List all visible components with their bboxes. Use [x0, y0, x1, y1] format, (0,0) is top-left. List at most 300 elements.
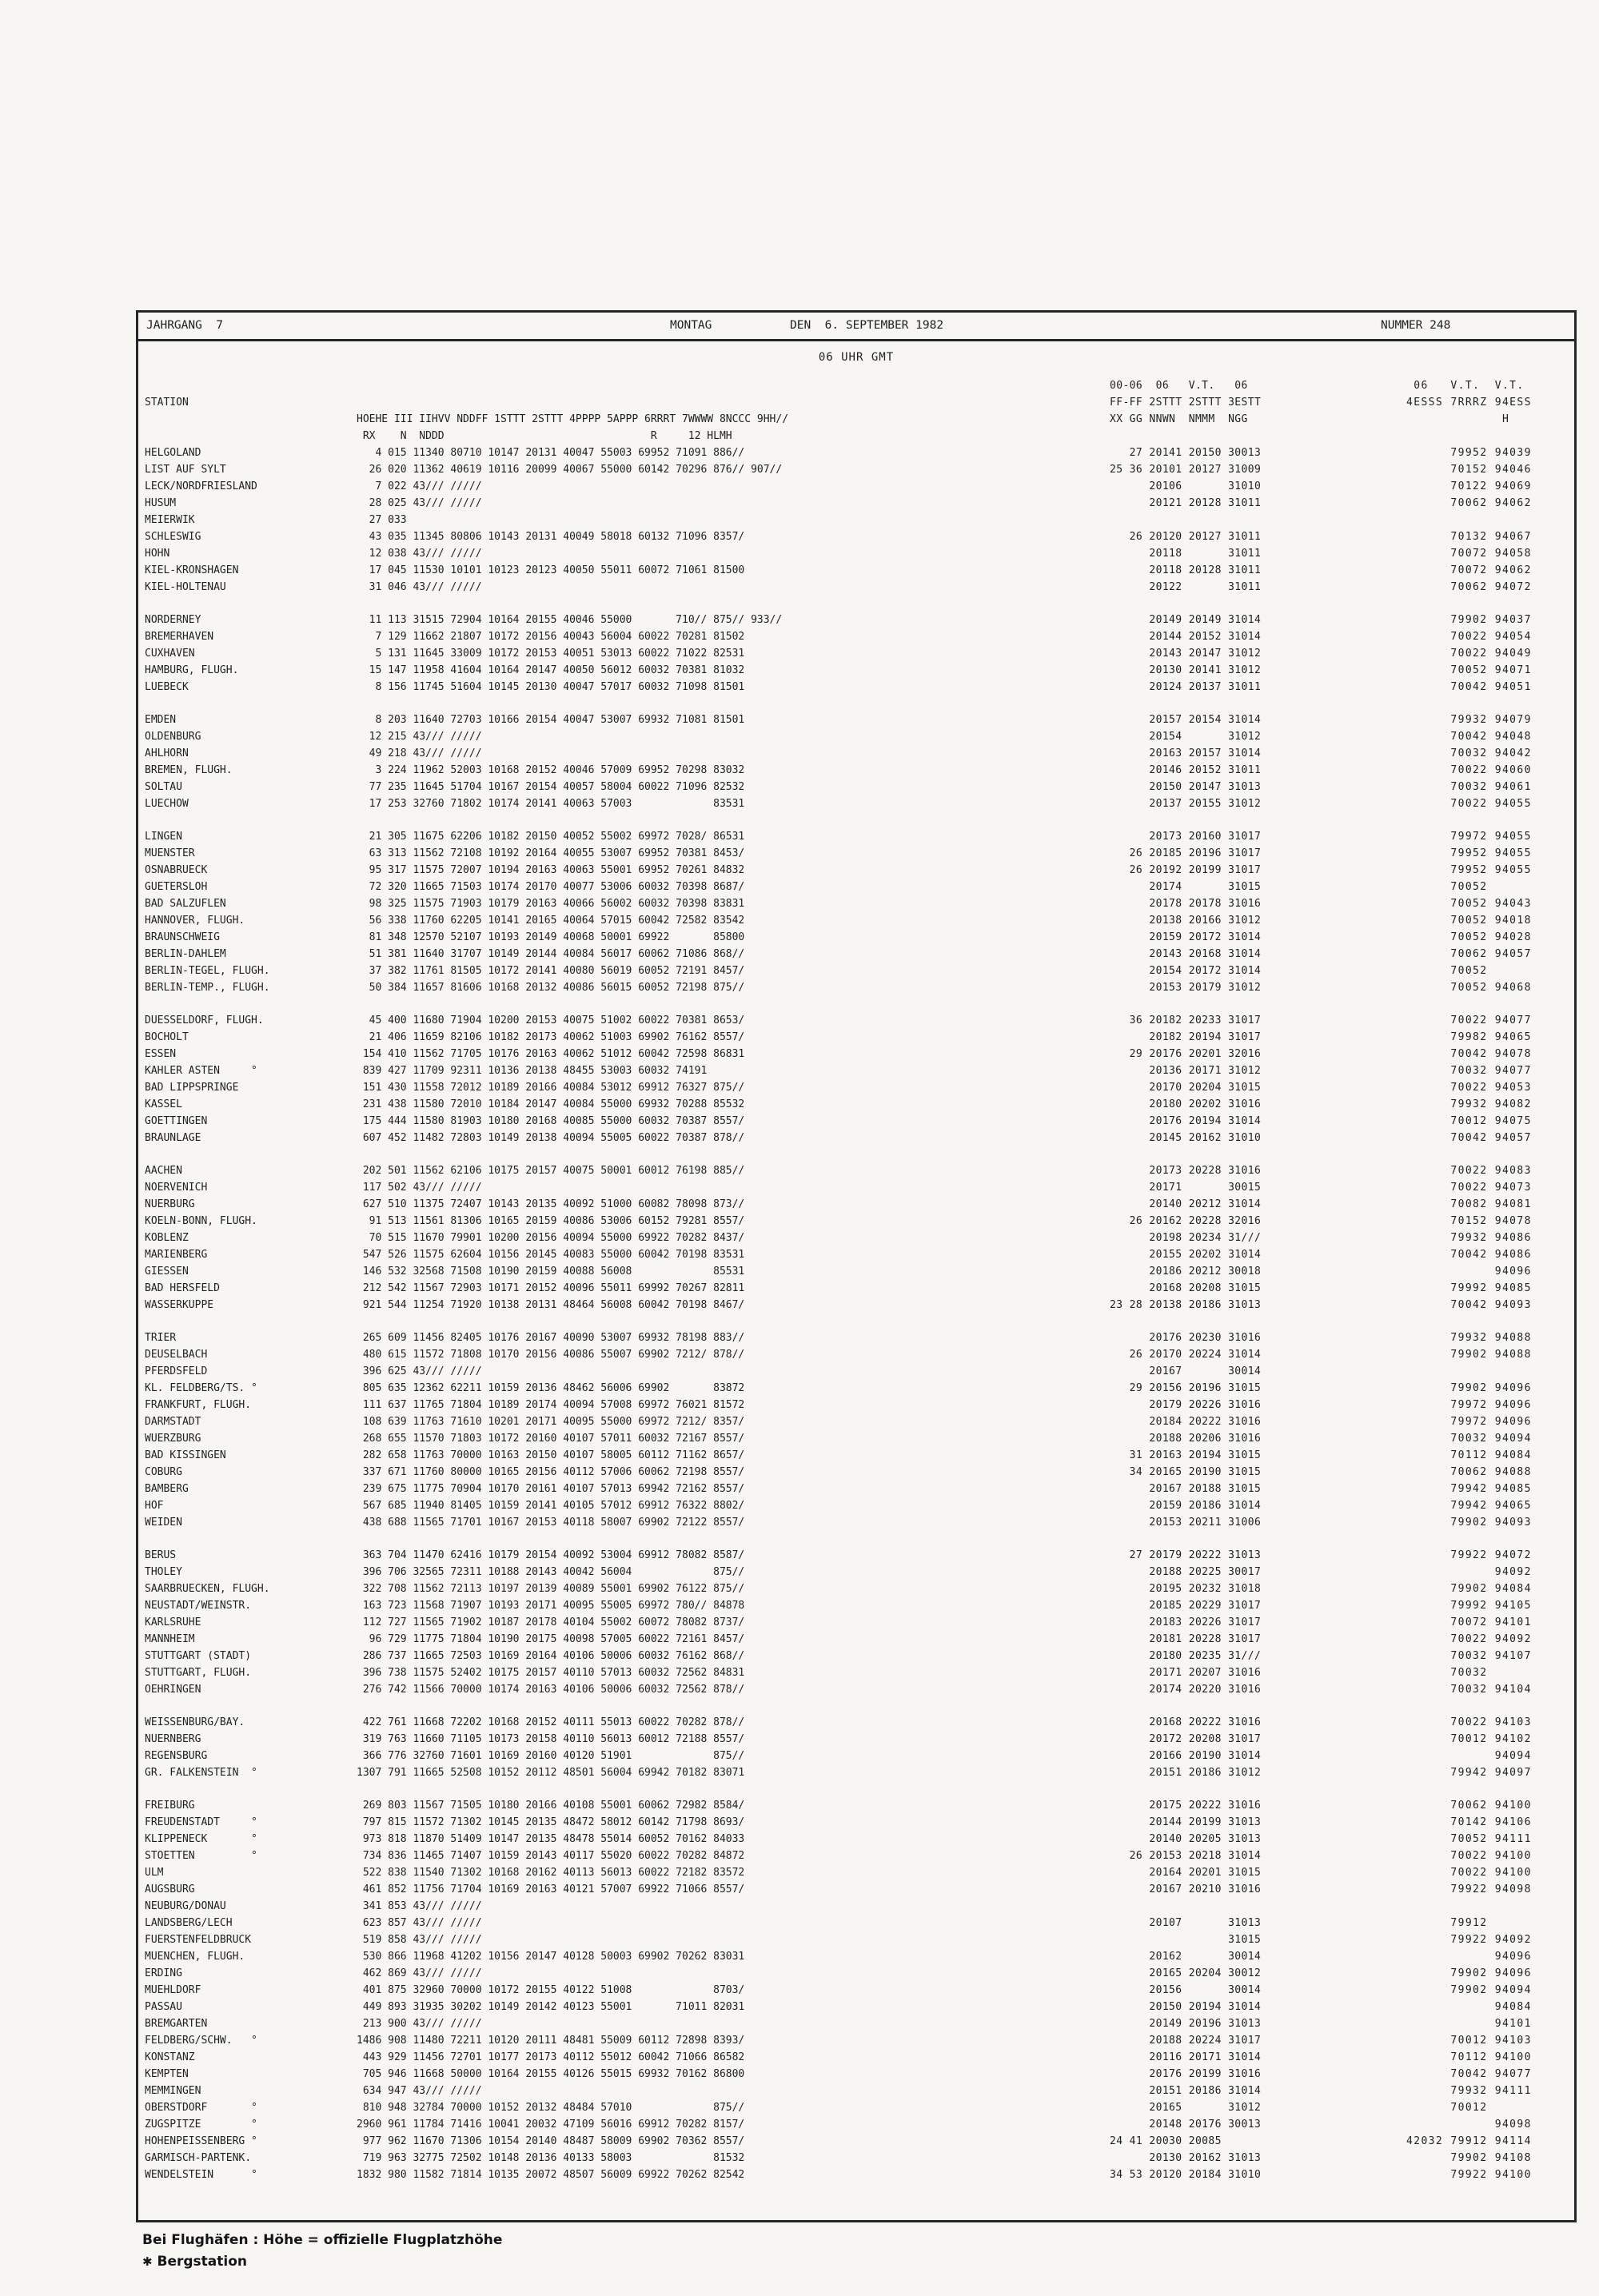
table-row — [145, 579, 1574, 596]
climate-groups-cell: 70022 94077 — [1406, 1014, 1532, 1026]
synop-groups-cell: 1307 791 11665 52508 10152 20112 48501 56004 69942 70182 83071 — [357, 1767, 745, 1779]
climate-groups-cell: 79932 94088 — [1406, 1332, 1532, 1344]
table-row — [145, 1464, 1574, 1481]
synop-groups-cell: 63 313 11562 72108 10192 20164 40055 53007 69952 70381 8453/ — [357, 847, 745, 859]
period-groups-cell: 20168 20222 31016 — [1110, 1716, 1262, 1728]
synop-groups-cell — [357, 377, 1110, 394]
table-row — [145, 1263, 1574, 1280]
table-row — [145, 1597, 1574, 1614]
table-row — [145, 1881, 1574, 1898]
issue-number-label: NUMMER 248 — [1381, 319, 1451, 332]
station-name-cell: AHLHORN — [145, 747, 189, 759]
station-name-cell: THOLEY — [145, 1566, 182, 1578]
table-row — [145, 1898, 1574, 1915]
period-groups-cell — [1110, 428, 1406, 444]
climate-groups-cell: 70052 94111 — [1406, 1833, 1532, 1845]
period-groups-cell: 34 53 20120 20184 31010 — [1110, 2169, 1262, 2181]
footnote-bergstation-text: Bergstation — [157, 2254, 247, 2270]
climate-groups-cell: 79942 94097 — [1406, 1767, 1532, 1779]
synop-groups-cell: 17 253 32760 71802 10174 20141 40063 57003 83531 — [357, 798, 745, 810]
station-name-cell: GARMISCH-PARTENK. — [145, 2152, 252, 2164]
table-row — [145, 1012, 1574, 1029]
synop-groups-cell: 337 671 11760 80000 10165 20156 40112 57006 60062 72198 8557/ — [357, 1466, 745, 1478]
period-groups-cell: 20121 20128 31011 — [1110, 497, 1262, 509]
synop-groups-cell: 213 900 43/// ///// — [357, 2018, 482, 2030]
climate-groups-cell: 70022 94100 — [1406, 1850, 1532, 1862]
synop-groups-cell: 17 045 11530 10101 10123 20123 40050 55011 60072 71061 81500 — [357, 564, 745, 576]
table-row — [145, 1648, 1574, 1664]
climate-groups-cell: 79932 94111 — [1406, 2085, 1532, 2097]
table-row — [145, 2066, 1574, 2083]
weekday-label: MONTAG — [670, 319, 712, 332]
table-row — [145, 2032, 1574, 2049]
station-name-cell: LECK/NORDFRIESLAND — [145, 480, 257, 492]
table-row — [145, 478, 1574, 495]
table-row — [145, 2116, 1574, 2133]
climate-groups-cell: 70062 94072 — [1406, 581, 1532, 593]
period-groups-cell: 20184 20222 31016 — [1110, 1416, 1262, 1428]
table-row — [145, 2133, 1574, 2150]
station-name-cell: NUERBURG — [145, 1198, 195, 1210]
period-groups-cell: 26 20120 20127 31011 — [1110, 531, 1262, 543]
station-name-cell: HANNOVER, FLUGH. — [145, 915, 245, 927]
synop-groups-cell: 286 737 11665 72503 10169 20164 40106 50006 60032 76162 868// — [357, 1650, 745, 1662]
station-name-cell: MUENCHEN, FLUGH. — [145, 1951, 245, 1963]
period-groups-cell: 20166 20190 31014 — [1110, 1750, 1262, 1762]
climate-groups-cell: 79912 — [1406, 1917, 1532, 1929]
table-row — [145, 679, 1574, 696]
synop-groups-cell: 396 706 32565 72311 10188 20143 40042 56004 875// — [357, 1566, 745, 1578]
station-name-cell: KAHLER ASTEN ° — [145, 1065, 257, 1077]
climate-groups-cell: 06 V.T. V.T. — [1406, 380, 1525, 392]
table-row — [145, 1714, 1574, 1731]
climate-groups-cell: 70012 94102 — [1406, 1733, 1532, 1745]
period-groups-cell: 20157 20154 31014 — [1110, 714, 1262, 726]
station-name-cell: HOF — [145, 1500, 164, 1512]
station-name-cell: BRAUNLAGE — [145, 1132, 201, 1144]
synop-groups-cell: 396 625 43/// ///// — [357, 1365, 482, 1377]
station-name-cell: KASSEL — [145, 1098, 182, 1110]
table-row — [145, 461, 1574, 478]
climate-groups-cell: 70032 94104 — [1406, 1684, 1532, 1696]
station-name-cell: CUXHAVEN — [145, 648, 195, 660]
period-groups-cell: 20183 20226 31017 — [1110, 1616, 1262, 1628]
station-name-cell: FRANKFURT, FLUGH. — [145, 1399, 252, 1411]
table-row — [145, 879, 1574, 895]
climate-groups-cell: 70022 94100 — [1406, 1867, 1532, 1879]
period-groups-cell: 20186 20212 30018 — [1110, 1266, 1262, 1278]
station-name-cell: NEUBURG/DONAU — [145, 1900, 226, 1912]
period-groups-cell: 23 28 20138 20186 31013 — [1110, 1299, 1262, 1311]
volume-label: JAHRGANG 7 — [146, 319, 224, 332]
table-row — [145, 1096, 1574, 1113]
footnote-airport-heights: Bei Flughäfen : Höhe = offizielle Flugplatzhöhe — [142, 2232, 503, 2248]
table-header-row — [145, 394, 1574, 411]
station-name-cell: LUEBECK — [145, 681, 189, 693]
synop-groups-cell: 797 815 11572 71302 10145 20135 48472 58012 60142 71798 8693/ — [357, 1816, 745, 1828]
period-groups-cell: 20180 20235 31/// — [1110, 1650, 1262, 1662]
climate-groups-cell: 70012 94075 — [1406, 1115, 1532, 1127]
table-row — [145, 1297, 1574, 1313]
synop-groups-cell: 449 893 31935 30202 10149 20142 40123 55001 71011 82031 — [357, 2001, 745, 2013]
climate-groups-cell: 70152 94046 — [1406, 464, 1532, 476]
station-name-cell: MUEHLDORF — [145, 1984, 201, 1996]
table-row — [145, 1614, 1574, 1631]
climate-groups-cell: 70052 94018 — [1406, 915, 1532, 927]
table-row — [145, 1162, 1574, 1179]
station-name-cell: MEIERWIK — [145, 514, 195, 526]
station-name-cell: HUSUM — [145, 497, 177, 509]
period-groups-cell: 20178 20178 31016 — [1110, 898, 1262, 910]
period-groups-cell: 20174 20220 31016 — [1110, 1684, 1262, 1696]
climate-groups-cell: 42032 79912 94114 — [1406, 2135, 1532, 2147]
synop-groups-cell: 45 400 11680 71904 10200 20153 40075 51002 60022 70381 8653/ — [357, 1014, 745, 1026]
climate-groups-cell: 70062 94057 — [1406, 948, 1532, 960]
table-row — [145, 1079, 1574, 1096]
synop-groups-cell: 163 723 11568 71907 10193 20171 40095 55005 69972 780// 84878 — [357, 1600, 745, 1612]
period-groups-cell: 20185 20229 31017 — [1110, 1600, 1262, 1612]
synop-groups-cell: 396 738 11575 52402 10175 20157 40110 57013 60032 72562 84831 — [357, 1667, 745, 1679]
station-name-cell: DEUSELBACH — [145, 1349, 208, 1361]
period-groups-cell: 20171 30015 — [1110, 1182, 1262, 1194]
synop-groups-cell: 1832 980 11582 71814 10135 20072 48507 56009 69922 70262 82542 — [357, 2169, 745, 2181]
synop-groups-cell: 443 929 11456 72701 10177 20173 40112 55012 60042 71066 86582 — [357, 2051, 745, 2063]
station-name-cell: WASSERKUPPE — [145, 1299, 214, 1311]
period-groups-cell: 26 20153 20218 31014 — [1110, 1850, 1262, 1862]
period-groups-cell: 20106 31010 — [1110, 480, 1262, 492]
climate-groups-cell: 70032 94107 — [1406, 1650, 1532, 1662]
synop-groups-cell: 530 866 11968 41202 10156 20147 40128 50003 69902 70262 83031 — [357, 1951, 745, 1963]
period-groups-cell: 20176 20230 31016 — [1110, 1332, 1262, 1344]
climate-groups-cell: 94084 — [1406, 2001, 1532, 2013]
table-row — [145, 1213, 1574, 1230]
synop-groups-cell: 734 836 11465 71407 10159 20143 40117 55020 60022 70282 84872 — [357, 1850, 745, 1862]
synop-groups-cell: 146 532 32568 71508 10190 20159 40088 56008 85531 — [357, 1266, 745, 1278]
climate-groups-cell: 79992 94105 — [1406, 1600, 1532, 1612]
station-name-cell: AACHEN — [145, 1165, 182, 1177]
climate-groups-cell: 70052 — [1406, 881, 1532, 893]
period-groups-cell: 20118 31011 — [1110, 548, 1262, 560]
synop-groups-cell: 810 948 32784 70000 10152 20132 48484 57010 875// — [357, 2102, 745, 2114]
period-groups-cell: 34 20165 20190 31015 — [1110, 1466, 1262, 1478]
footnote-bergstation — [142, 2254, 502, 2270]
station-name-cell: KARLSRUHE — [145, 1616, 201, 1628]
period-groups-cell: 20118 20128 31011 — [1110, 564, 1262, 576]
table-row — [145, 545, 1574, 562]
station-name-cell: KIEL-HOLTENAU — [145, 581, 226, 593]
climate-groups-cell: 70142 94106 — [1406, 1816, 1532, 1828]
station-name-cell: LANDSBERG/LECH — [145, 1917, 233, 1929]
station-name-cell: GIESSEN — [145, 1266, 189, 1278]
station-name-cell: BREMGARTEN — [145, 2018, 208, 2030]
station-name-cell: WEIDEN — [145, 1517, 182, 1529]
period-groups-cell: 20143 20147 31012 — [1110, 648, 1262, 660]
station-name-cell: WENDELSTEIN ° — [145, 2169, 257, 2181]
table-row — [145, 728, 1574, 745]
climate-groups-cell: 79922 94072 — [1406, 1549, 1532, 1561]
climate-groups-cell: 70042 94051 — [1406, 681, 1532, 693]
station-name-cell: BREMERHAVEN — [145, 631, 214, 643]
synop-groups-cell: 151 430 11558 72012 10189 20166 40084 53012 69912 76327 875// — [357, 1082, 745, 1094]
synop-groups-cell: 98 325 11575 71903 10179 20163 40066 56002 60032 70398 83831 — [357, 898, 745, 910]
period-groups-cell: 20180 20202 31016 — [1110, 1098, 1262, 1110]
station-name-cell: KOBLENZ — [145, 1232, 189, 1244]
table-row — [145, 1681, 1574, 1698]
station-name-cell: ZUGSPITZE ° — [145, 2119, 257, 2131]
climate-groups-cell: 70042 94048 — [1406, 731, 1532, 743]
table-row — [145, 1329, 1574, 1346]
station-name-cell — [145, 377, 357, 394]
climate-groups-cell: 70012 94103 — [1406, 2035, 1532, 2047]
table-row — [145, 1664, 1574, 1681]
table-row — [145, 1062, 1574, 1079]
station-name-cell: BERLIN-TEGEL, FLUGH. — [145, 965, 270, 977]
station-name-cell: ULM — [145, 1867, 164, 1879]
climate-groups-cell: 79932 94086 — [1406, 1232, 1532, 1244]
synop-groups-cell: 231 438 11580 72010 10184 20147 40084 55000 69932 70288 85532 — [357, 1098, 745, 1110]
period-groups-cell: 20188 20225 30017 — [1110, 1566, 1262, 1578]
climate-groups-cell: 79902 94096 — [1406, 1382, 1532, 1394]
period-groups-cell: 20150 20194 31014 — [1110, 2001, 1262, 2013]
table-row — [145, 1481, 1574, 1497]
period-groups-cell: 20154 31012 — [1110, 731, 1262, 743]
period-groups-cell: 20149 20196 31013 — [1110, 2018, 1262, 2030]
group-separator — [145, 996, 1574, 1012]
period-groups-cell: 26 20185 20196 31017 — [1110, 847, 1262, 859]
climate-groups-cell: 94092 — [1406, 1566, 1532, 1578]
climate-groups-cell: 70082 94081 — [1406, 1198, 1532, 1210]
table-row — [145, 1230, 1574, 1246]
group-separator — [145, 596, 1574, 612]
synop-groups-cell: 268 655 11570 71803 10172 20160 40107 57011 60032 72167 8557/ — [357, 1433, 745, 1445]
climate-groups-cell: 70042 94093 — [1406, 1299, 1532, 1311]
period-groups-cell: 20148 20176 30013 — [1110, 2119, 1262, 2131]
synop-groups-cell: 239 675 11775 70904 10170 20161 40107 57013 69942 72162 8557/ — [357, 1483, 745, 1495]
table-row — [145, 745, 1574, 762]
station-name-cell: KONSTANZ — [145, 2051, 195, 2063]
synop-groups-cell: 719 963 32775 72502 10148 20136 40133 58003 81532 — [357, 2152, 745, 2164]
station-name-cell: ESSEN — [145, 1048, 177, 1060]
synop-groups-cell: 480 615 11572 71808 10170 20156 40086 55007 69902 7212/ 878// — [357, 1349, 745, 1361]
period-groups-cell: 20144 20152 31014 — [1110, 631, 1262, 643]
table-row — [145, 712, 1574, 728]
climate-groups-cell: 70052 — [1406, 965, 1532, 977]
period-groups-cell: 20149 20149 31014 — [1110, 614, 1262, 626]
period-groups-cell: 36 20182 20233 31017 — [1110, 1014, 1262, 1026]
period-groups-cell: 20173 20228 31016 — [1110, 1165, 1262, 1177]
synop-groups-cell: 3 224 11962 52003 10168 20152 40046 57009 69952 70298 83032 — [357, 764, 745, 776]
station-name-cell: WUERZBURG — [145, 1433, 201, 1445]
synop-groups-cell: 21 406 11659 82106 10182 20173 40062 51003 69902 76162 8557/ — [357, 1031, 745, 1043]
climate-groups-cell: 70022 94073 — [1406, 1182, 1532, 1194]
climate-groups-cell: 79902 94096 — [1406, 1967, 1532, 1979]
station-name-cell: HOHN — [145, 548, 170, 560]
period-groups-cell: 20155 20202 31014 — [1110, 1249, 1262, 1261]
climate-groups-cell: 70022 94054 — [1406, 631, 1532, 643]
table-row — [145, 828, 1574, 845]
climate-groups-cell: 70022 94049 — [1406, 648, 1532, 660]
station-name-cell: NUERNBERG — [145, 1733, 201, 1745]
table-row — [145, 1564, 1574, 1580]
synop-groups-cell: 91 513 11561 81306 10165 20159 40086 53006 60152 79281 8557/ — [357, 1215, 745, 1227]
bulletin-frame — [136, 310, 1577, 2222]
station-name-cell: BAD KISSINGEN — [145, 1449, 226, 1461]
station-name-cell: STATION — [145, 397, 189, 409]
synop-groups-cell: 72 320 11665 71503 10174 20170 40077 53006 60032 70398 8687/ — [357, 881, 745, 893]
period-groups-cell: 24 41 20030 20085 — [1110, 2135, 1262, 2147]
synop-groups-cell: 461 852 11756 71704 10169 20163 40121 57007 69922 71066 8557/ — [357, 1883, 745, 1895]
station-name-cell: NORDERNEY — [145, 614, 201, 626]
table-row — [145, 2015, 1574, 2032]
table-row — [145, 1848, 1574, 1864]
period-groups-cell: 20176 20199 31016 — [1110, 2068, 1262, 2080]
table-row — [145, 1346, 1574, 1363]
table-row — [145, 1864, 1574, 1881]
table-row — [145, 912, 1574, 929]
station-name-cell: KLIPPENECK ° — [145, 1833, 257, 1845]
climate-groups-cell: 94096 — [1406, 1951, 1532, 1963]
table-row — [145, 1413, 1574, 1430]
table-row — [145, 1931, 1574, 1948]
synop-groups-cell: 522 838 11540 71302 10168 20162 40113 56013 60022 72182 83572 — [357, 1867, 745, 1879]
table-row — [145, 929, 1574, 946]
station-name-cell: BAMBERG — [145, 1483, 189, 1495]
period-groups-cell: 31015 — [1110, 1934, 1262, 1946]
synop-groups-cell: 401 875 32960 70000 10172 20155 40122 51008 8703/ — [357, 1984, 745, 1996]
synop-groups-cell: 77 235 11645 51704 10167 20154 40057 58004 60022 71096 82532 — [357, 781, 745, 793]
synop-groups-cell: 705 946 11668 50000 10164 20155 40126 55015 69932 70162 86800 — [357, 2068, 745, 2080]
table-header-row — [145, 411, 1574, 428]
synop-groups-cell: 341 853 43/// ///// — [357, 1900, 482, 1912]
synop-groups-cell: 438 688 11565 71701 10167 20153 40118 58007 69902 72122 8557/ — [357, 1517, 745, 1529]
climate-groups-cell: 79972 94096 — [1406, 1399, 1532, 1411]
station-name-cell: SCHLESWIG — [145, 531, 201, 543]
climate-groups-cell: 79922 94100 — [1406, 2169, 1532, 2181]
table-row — [145, 779, 1574, 795]
station-name-cell: WEISSENBURG/BAY. — [145, 1716, 245, 1728]
table-row — [145, 1831, 1574, 1848]
period-groups-cell: 20150 20147 31013 — [1110, 781, 1262, 793]
period-groups-cell: 26 20170 20224 31014 — [1110, 1349, 1262, 1361]
station-name-cell: BERLIN-DAHLEM — [145, 948, 226, 960]
station-name-cell: OBERSTDORF ° — [145, 2102, 257, 2114]
synop-groups-cell: HOEHE III IIHVV NDDFF 1STTT 2STTT 4PPPP 5APPP 6RRRT 7WWWW 8NCCC 9HH// — [357, 413, 789, 425]
climate-groups-cell: 79932 94082 — [1406, 1098, 1532, 1110]
synop-groups-cell: 175 444 11580 81903 10180 20168 40085 55000 60032 70387 8557/ — [357, 1115, 745, 1127]
synop-groups-cell: 154 410 11562 71705 10176 20163 40062 51012 60042 72598 86831 — [357, 1048, 745, 1060]
station-name-cell: KEMPTEN — [145, 2068, 189, 2080]
period-groups-cell — [1110, 1898, 1406, 1915]
synop-groups-cell: 15 147 11958 41604 10164 20147 40050 56012 60032 70381 81032 — [357, 664, 745, 676]
group-separator — [145, 1313, 1574, 1329]
station-name-cell: BAD LIPPSPRINGE — [145, 1082, 239, 1094]
synop-groups-cell: 462 869 43/// ///// — [357, 1967, 482, 1979]
climate-groups-cell: 79922 94098 — [1406, 1883, 1532, 1895]
synop-groups-cell: 70 515 11670 79901 10200 20156 40094 55000 69922 70282 8437/ — [357, 1232, 745, 1244]
period-groups-cell: 20159 20172 31014 — [1110, 931, 1262, 943]
climate-groups-cell: 70062 94088 — [1406, 1466, 1532, 1478]
table-row — [145, 1982, 1574, 1999]
synop-groups-cell: 95 317 11575 72007 10194 20163 40063 55001 69952 70261 84832 — [357, 864, 745, 876]
period-groups-cell: 20172 20208 31017 — [1110, 1733, 1262, 1745]
period-groups-cell: 20162 30014 — [1110, 1951, 1262, 1963]
station-name-cell: COBURG — [145, 1466, 182, 1478]
climate-groups-cell: 70062 94062 — [1406, 497, 1532, 509]
synop-groups-cell: 108 639 11763 71610 10201 20171 40095 55000 69972 7212/ 8357/ — [357, 1416, 745, 1428]
station-name-cell: KIEL-KRONSHAGEN — [145, 564, 239, 576]
table-row — [145, 1797, 1574, 1814]
table-row — [145, 1731, 1574, 1748]
climate-groups-cell: 79902 94088 — [1406, 1349, 1532, 1361]
station-name-cell: BAD SALZUFLEN — [145, 898, 226, 910]
climate-groups-cell: 79952 94039 — [1406, 447, 1532, 459]
table-row — [145, 979, 1574, 996]
table-row — [145, 1580, 1574, 1597]
period-groups-cell: 20151 20186 31014 — [1110, 2085, 1262, 2097]
climate-groups-cell: 4ESSS 7RRRZ 94ESS — [1406, 397, 1532, 409]
period-groups-cell: 20130 20162 31013 — [1110, 2152, 1262, 2164]
table-row — [145, 946, 1574, 963]
synop-groups-cell: 212 542 11567 72903 10171 20152 40096 55011 69992 70267 82811 — [357, 1282, 745, 1294]
climate-groups-cell: 79902 94084 — [1406, 1583, 1532, 1595]
table-row — [145, 1130, 1574, 1146]
synop-groups-cell: 51 381 11640 31707 10149 20144 40084 56017 60062 71086 868// — [357, 948, 745, 960]
station-name-cell: DUESSELDORF, FLUGH. — [145, 1014, 264, 1026]
climate-groups-cell: 70112 94100 — [1406, 2051, 1532, 2063]
station-name-cell: GOETTINGEN — [145, 1115, 208, 1127]
period-groups-cell: 20143 20168 31014 — [1110, 948, 1262, 960]
bergstation-mark-icon: ✱ — [142, 2254, 153, 2269]
climate-groups-cell: 70012 — [1406, 2102, 1532, 2114]
climate-groups-cell: 70052 94028 — [1406, 931, 1532, 943]
table-row — [145, 1999, 1574, 2015]
climate-groups-cell: 79952 94055 — [1406, 847, 1532, 859]
station-name-cell: OSNABRUECK — [145, 864, 208, 876]
period-groups-cell: 20136 20171 31012 — [1110, 1065, 1262, 1077]
synop-groups-cell: 282 658 11763 70000 10163 20150 40107 58005 60112 71162 8657/ — [357, 1449, 745, 1461]
period-groups-cell: 20107 31013 — [1110, 1917, 1262, 1929]
group-separator — [145, 1531, 1574, 1547]
synop-groups-cell: 5 131 11645 33009 10172 20153 40051 53013 60022 71022 82531 — [357, 648, 745, 660]
period-groups-cell: 20146 20152 31011 — [1110, 764, 1262, 776]
synop-groups-cell: 56 338 11760 62205 10141 20165 40064 57015 60042 72582 83542 — [357, 915, 745, 927]
station-name-cell: AUGSBURG — [145, 1883, 195, 1895]
table-row — [145, 2150, 1574, 2166]
table-row — [145, 795, 1574, 812]
climate-groups-cell: 70022 94103 — [1406, 1716, 1532, 1728]
synop-groups-cell: 805 635 12362 62211 10159 20136 48462 56006 69902 83872 — [357, 1382, 745, 1394]
synop-groups-cell: 81 348 12570 52107 10193 20149 40068 50001 69922 85800 — [357, 931, 745, 943]
synop-groups-cell: 28 025 43/// ///// — [357, 497, 482, 509]
table-row — [145, 2083, 1574, 2099]
synop-groups-cell: 7 022 43/// ///// — [357, 480, 482, 492]
station-name-cell: OEHRINGEN — [145, 1684, 201, 1696]
synop-groups-cell: 8 203 11640 72703 10166 20154 40047 53007 69932 71081 81501 — [357, 714, 745, 726]
climate-groups-cell: 79932 94079 — [1406, 714, 1532, 726]
masthead — [138, 313, 1574, 341]
table-row — [145, 1514, 1574, 1531]
climate-groups-cell: 70032 94077 — [1406, 1065, 1532, 1077]
table-row — [145, 1748, 1574, 1764]
climate-groups-cell: 70122 94069 — [1406, 480, 1532, 492]
table-row — [145, 963, 1574, 979]
period-groups-cell: 20165 31012 — [1110, 2102, 1262, 2114]
period-groups-cell: 29 20156 20196 31015 — [1110, 1382, 1262, 1394]
table-row — [145, 2166, 1574, 2183]
period-groups-cell: 20124 20137 31011 — [1110, 681, 1262, 693]
period-groups-cell: 20138 20166 31012 — [1110, 915, 1262, 927]
synop-groups-cell: 322 708 11562 72113 10197 20139 40089 55001 69902 76122 875// — [357, 1583, 745, 1595]
